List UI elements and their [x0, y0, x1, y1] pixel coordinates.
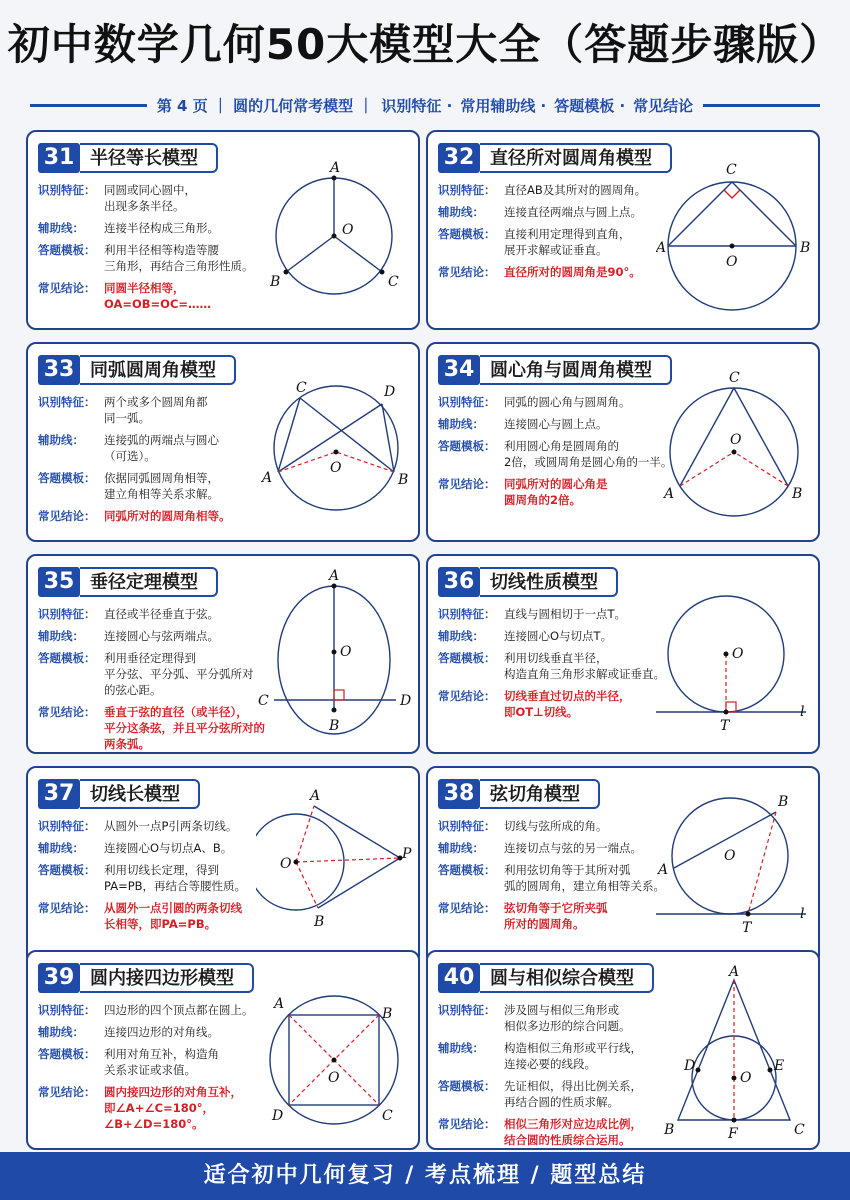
conclusion-label: 常见结论：	[438, 689, 496, 703]
model-number: 32	[438, 143, 480, 173]
model-number: 31	[38, 143, 80, 173]
figure-same-arc	[256, 352, 412, 536]
svg-text:B: B	[800, 240, 811, 256]
conclusion-label: 常见结论：	[38, 1085, 96, 1099]
svg-text:B: B	[664, 1122, 675, 1138]
footer-banner: 适合初中几何复习 / 考点梳理 / 题型总结	[0, 1152, 850, 1200]
template-text: 直接利用定理得到直角， 展开求解或证垂直。	[504, 227, 631, 257]
model-card-38	[426, 766, 820, 966]
aux-label: 辅助线：	[38, 1025, 84, 1039]
conclusion-label: 常见结论：	[438, 265, 496, 279]
identify-text: 直径AB及其所对的圆周角。	[504, 183, 647, 197]
figure-tangent	[656, 564, 812, 748]
model-number: 35	[38, 567, 80, 597]
divider-right	[703, 104, 820, 107]
template-text: 利用对角互补，构造角 关系求证或求值。	[104, 1047, 219, 1077]
model-title: 半径等长模型	[80, 143, 218, 173]
svg-text:T: T	[742, 920, 752, 936]
model-title: 弦切角模型	[480, 779, 600, 809]
model-title: 切线长模型	[80, 779, 200, 809]
identify-label: 识别特征：	[38, 607, 96, 621]
conclusion-text: 切线垂直过切点的半径， 即OT⊥切线。	[504, 689, 631, 719]
conclusion-text: 同弧所对的圆周角相等。	[104, 509, 231, 523]
aux-label: 辅助线：	[438, 1041, 484, 1055]
identify-label: 识别特征：	[438, 395, 496, 409]
identify-label: 识别特征：	[438, 607, 496, 621]
template-text: 利用垂径定理得到 平分弦、平分弧、平分弧所对 的弦心距。	[104, 651, 254, 697]
model-number: 33	[38, 355, 80, 385]
template-text: 利用切线长定理，得到 PA=PB，再结合等腰性质。	[104, 863, 247, 893]
conclusion-label: 常见结论：	[438, 901, 496, 915]
model-title: 同弧圆周角模型	[80, 355, 236, 385]
model-number: 34	[438, 355, 480, 385]
figure-perpendicular-diameter	[256, 564, 412, 748]
model-number: 39	[38, 963, 80, 993]
conclusion-text: 直径所对的圆周角是90°。	[504, 265, 641, 279]
model-title: 圆内接四边形模型	[80, 963, 254, 993]
template-text: 先证相似，得出比例关系， 再结合圆的性质求解。	[504, 1079, 642, 1109]
identify-text: 四边形的四个顶点都在圆上。	[104, 1003, 254, 1017]
aux-text: 连接圆心O与切点A、B。	[104, 841, 233, 855]
svg-text:A: A	[330, 160, 341, 176]
model-card-37	[26, 766, 420, 966]
subtitle-tag: 识别特征 ·	[381, 96, 453, 115]
figure-chord-tangent	[656, 776, 812, 960]
template-text: 利用圆心角是圆周角的 2倍，或圆周角是圆心角的一半。	[504, 439, 673, 469]
identify-text: 直线与圆相切于一点T。	[504, 607, 627, 621]
model-card-31	[26, 130, 420, 330]
model-number: 37	[38, 779, 80, 809]
aux-text: 连接圆心与弦两端点。	[104, 629, 219, 643]
svg-text:C: C	[296, 380, 307, 396]
template-label: 答题模板：	[38, 1047, 96, 1061]
aux-label: 辅助线：	[38, 221, 84, 235]
conclusion-text: 弦切角等于它所夹弧 所对的圆周角。	[504, 901, 608, 931]
svg-text:D: D	[384, 384, 396, 400]
identify-text: 同弧的圆心角与圆周角。	[504, 395, 631, 409]
aux-label: 辅助线：	[38, 841, 84, 855]
svg-text:O: O	[342, 222, 354, 238]
svg-text:B: B	[398, 472, 409, 488]
svg-text:B: B	[329, 718, 340, 734]
aux-label: 辅助线：	[438, 841, 484, 855]
identify-label: 识别特征：	[438, 183, 496, 197]
conclusion-text: 相似三角形对应边成比例， 结合圆的性质综合运用。	[504, 1117, 642, 1147]
identify-text: 同圆或同心圆中， 出现多条半径。	[104, 183, 196, 213]
model-card-34	[426, 342, 820, 542]
svg-text:A: A	[656, 240, 667, 256]
aux-text: 连接四边形的对角线。	[104, 1025, 219, 1039]
aux-text: 连接切点与弦的另一端点。	[504, 841, 642, 855]
figure-cyclic-quadrilateral	[256, 960, 412, 1144]
template-label: 答题模板：	[38, 471, 96, 485]
identify-text: 直径或半径垂直于弦。	[104, 607, 219, 621]
subtitle-tag: 常见结论	[633, 96, 694, 115]
template-label: 答题模板：	[38, 651, 96, 665]
svg-text:D: D	[272, 1108, 284, 1124]
subtitle-bar	[30, 92, 820, 118]
identify-text: 从圆外一点P引两条切线。	[104, 819, 238, 833]
conclusion-label: 常见结论：	[438, 477, 496, 491]
template-label: 答题模板：	[438, 863, 496, 877]
identify-label: 识别特征：	[38, 1003, 96, 1017]
svg-text:F: F	[728, 1126, 738, 1142]
model-card-33	[26, 342, 420, 542]
identify-text: 切线与弦所成的角。	[504, 819, 608, 833]
identify-label: 识别特征：	[38, 819, 96, 833]
svg-text:B: B	[792, 486, 803, 502]
svg-text:O: O	[724, 848, 736, 864]
svg-text:D: D	[400, 693, 412, 709]
figure-central-angle	[656, 352, 812, 536]
svg-text:C: C	[382, 1108, 393, 1124]
svg-text:A: A	[729, 964, 740, 980]
svg-text:C: C	[729, 370, 740, 386]
aux-label: 辅助线：	[38, 629, 84, 643]
svg-text:O: O	[730, 432, 742, 448]
svg-text:A: A	[274, 996, 285, 1012]
identify-text: 涉及圆与相似三角形或 相似多边形的综合问题。	[504, 1003, 631, 1033]
svg-text:A: A	[329, 568, 340, 584]
identify-label: 识别特征：	[438, 819, 496, 833]
svg-text:B: B	[314, 914, 325, 930]
subtitle-tag: 答题模板 ·	[554, 96, 626, 115]
svg-text:O: O	[726, 254, 738, 270]
svg-text:P: P	[402, 846, 412, 862]
conclusion-text: 同弧所对的圆心角是 圆周角的2倍。	[504, 477, 608, 507]
aux-label: 辅助线：	[438, 417, 484, 431]
aux-text: 连接弧的两端点与圆心 （可选）。	[104, 433, 219, 463]
svg-text:C: C	[794, 1122, 805, 1138]
svg-text:A: A	[310, 788, 321, 804]
svg-text:A: A	[262, 470, 273, 486]
svg-text:O: O	[330, 460, 342, 476]
aux-text: 构造相似三角形或平行线， 连接必要的线段。	[504, 1041, 642, 1071]
aux-text: 连接圆心与圆上点。	[504, 417, 608, 431]
svg-text:O: O	[740, 1070, 752, 1086]
template-text: 依据同弧圆周角相等， 建立角相等关系求解。	[104, 471, 219, 501]
template-label: 答题模板：	[438, 1079, 496, 1093]
svg-text:C: C	[258, 693, 269, 709]
model-card-39	[26, 950, 420, 1150]
conclusion-text: 圆内接四边形的对角互补， 即∠A+∠C=180°，∠B+∠D=180°。	[104, 1085, 242, 1131]
model-number: 40	[438, 963, 480, 993]
model-title: 圆心角与圆周角模型	[480, 355, 672, 385]
model-title: 圆与相似综合模型	[480, 963, 654, 993]
model-card-36	[426, 554, 820, 754]
figure-radius	[256, 140, 412, 324]
template-text: 利用半径相等构造等腰 三角形，再结合三角形性质。	[104, 243, 254, 273]
svg-text:O: O	[340, 644, 352, 660]
conclusion-text: 同圆半径相等， OA=OB=OC=……	[104, 281, 212, 311]
conclusion-label: 常见结论：	[38, 705, 96, 719]
model-card-32	[426, 130, 820, 330]
svg-text:l: l	[800, 906, 805, 922]
aux-text: 连接半径构成三角形。	[104, 221, 219, 235]
template-label: 答题模板：	[438, 651, 496, 665]
template-label: 答题模板：	[38, 243, 96, 257]
model-number: 36	[438, 567, 480, 597]
divider-left	[30, 104, 147, 107]
conclusion-label: 常见结论：	[38, 509, 96, 523]
aux-label: 辅助线：	[438, 629, 484, 643]
template-text: 利用弦切角等于其所对弧 弧的圆周角，建立角相等关系。	[504, 863, 665, 893]
aux-text: 连接圆心O与切点T。	[504, 629, 613, 643]
identify-label: 识别特征：	[438, 1003, 496, 1017]
svg-text:C: C	[726, 162, 737, 178]
template-label: 答题模板：	[438, 227, 496, 241]
svg-text:A: A	[658, 862, 669, 878]
identify-text: 两个或多个圆周角都 同一弧。	[104, 395, 208, 425]
page-title: 初中数学几何50大模型大全（答题步骤版）	[7, 20, 843, 69]
conclusion-text: 从圆外一点引圆的两条切线 长相等，即PA=PB。	[104, 901, 242, 931]
template-text: 利用切线垂直半径， 构造直角三角形求解或证垂直。	[504, 651, 665, 681]
svg-text:D: D	[684, 1058, 696, 1074]
subtitle-text	[147, 95, 703, 116]
svg-text:O: O	[328, 1070, 340, 1086]
model-title: 直径所对圆周角模型	[480, 143, 672, 173]
figure-circle-similarity	[656, 960, 812, 1144]
identify-label: 识别特征：	[38, 395, 96, 409]
svg-text:C: C	[388, 274, 399, 290]
template-label: 答题模板：	[38, 863, 96, 877]
model-title: 切线性质模型	[480, 567, 618, 597]
figure-tangent-length	[256, 776, 412, 960]
aux-label: 辅助线：	[438, 205, 484, 219]
aux-text: 连接直径两端点与圆上点。	[504, 205, 642, 219]
svg-text:E: E	[774, 1058, 785, 1074]
svg-text:B: B	[382, 1006, 393, 1022]
figure-diameter	[656, 140, 812, 324]
svg-text:O: O	[732, 646, 744, 662]
subtitle-tag: 常用辅助线 ·	[460, 96, 547, 115]
conclusion-label: 常见结论：	[438, 1117, 496, 1131]
conclusion-label: 常见结论：	[38, 281, 96, 295]
svg-text:l: l	[800, 704, 805, 720]
svg-text:O: O	[280, 856, 292, 872]
subtitle-page: 第 4 页 ｜ 圆的几何常考模型 ｜	[156, 96, 374, 115]
svg-text:A: A	[664, 486, 675, 502]
conclusion-text: 垂直于弦的直径（或半径）， 平分这条弦，并且平分弦所对的 两条弧。	[104, 705, 265, 751]
model-number: 38	[438, 779, 480, 809]
svg-text:B: B	[778, 794, 789, 810]
identify-label: 识别特征：	[38, 183, 96, 197]
aux-label: 辅助线：	[38, 433, 84, 447]
svg-text:B: B	[270, 274, 281, 290]
model-title: 垂径定理模型	[80, 567, 218, 597]
model-card-40	[426, 950, 820, 1150]
svg-text:T: T	[720, 718, 730, 734]
template-label: 答题模板：	[438, 439, 496, 453]
model-card-35	[26, 554, 420, 754]
conclusion-label: 常见结论：	[38, 901, 96, 915]
